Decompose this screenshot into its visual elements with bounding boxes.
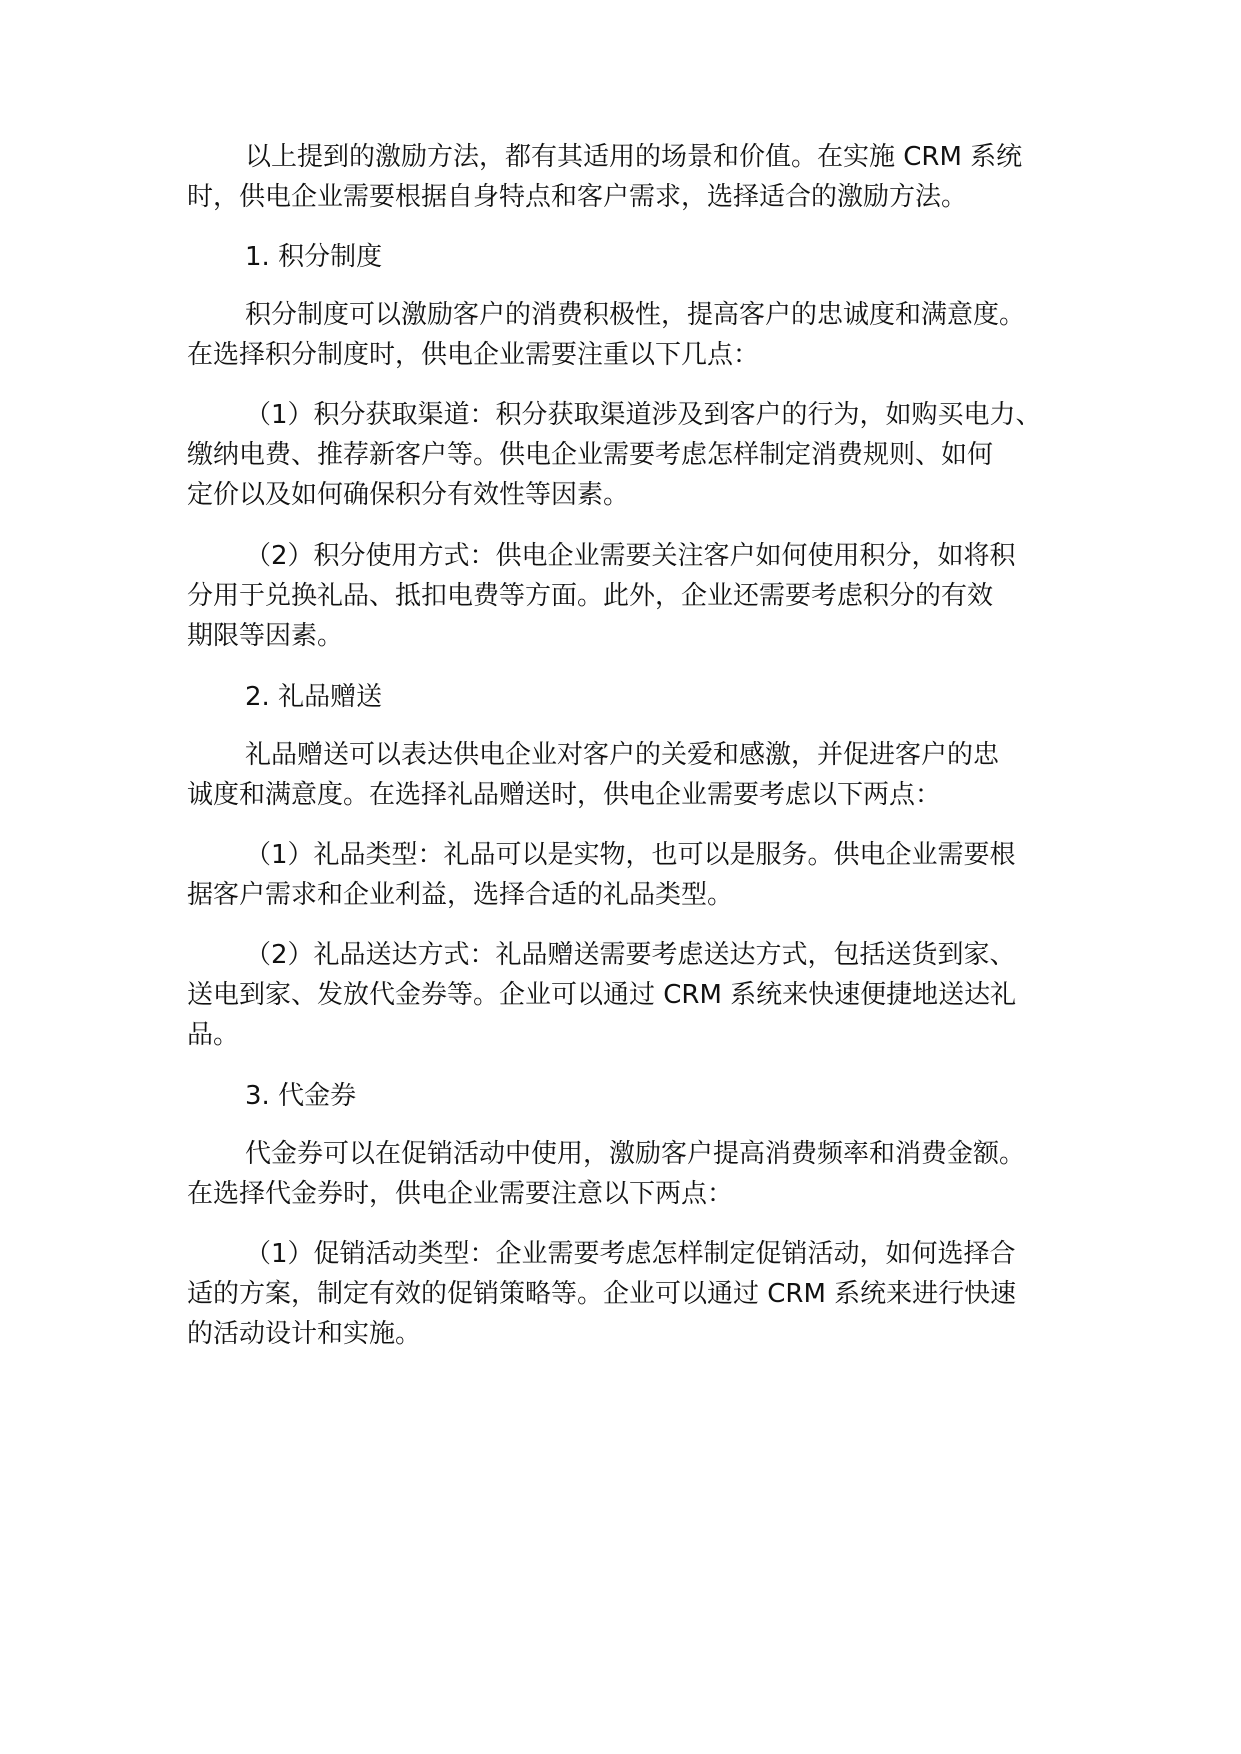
intro-paragraph [187, 137, 1067, 217]
text-line: 分用于兑换礼品、抵扣电费等方面。此外，企业还需要考虑积分的有效 [187, 581, 994, 611]
section-heading-points [187, 237, 1067, 277]
text-line: 定价以及如何确保积分有效性等因素。 [187, 480, 630, 510]
text-line: 缴纳电费、推荐新客户等。供电企业需要考虑怎样制定消费规则、如何 [187, 440, 994, 470]
section-heading-gifts [187, 677, 1067, 717]
text-line: 礼品赠送可以表达供电企业对客户的关爱和感激，并促进客户的忠 [245, 740, 1000, 770]
text-line: 品。 [187, 1020, 240, 1050]
vouchers-item-1 [187, 1234, 1067, 1354]
text-line: 积分制度可以激励客户的消费积极性，提高客户的忠诚度和满意度。 [245, 300, 1026, 330]
text-line: （1）积分获取渠道：积分获取渠道涉及到客户的行为，如购买电力、 [245, 400, 1042, 430]
text-line: 送电到家、发放代金券等。企业可以通过 CRM 系统来快速便捷地送达礼 [187, 980, 1017, 1010]
text-line: 诚度和满意度。在选择礼品赠送时，供电企业需要考虑以下两点： [187, 780, 942, 810]
text-line: （1）礼品类型：礼品可以是实物，也可以是服务。供电企业需要根 [245, 840, 1016, 870]
text-line: 1. 积分制度 [245, 242, 383, 272]
text-line: （2）礼品送达方式：礼品赠送需要考虑送达方式，包括送货到家、 [245, 940, 1016, 970]
points-item-2 [187, 536, 1067, 656]
gifts-item-1 [187, 835, 1067, 915]
text-line: 时，供电企业需要根据自身特点和客户需求，选择适合的激励方法。 [187, 182, 968, 212]
text-line: 据客户需求和企业利益，选择合适的礼品类型。 [187, 880, 734, 910]
text-line: 在选择积分制度时，供电企业需要注重以下几点： [187, 340, 760, 370]
text-line: （1）促销活动类型：企业需要考虑怎样制定促销活动，如何选择合 [245, 1239, 1016, 1269]
text-line: 的活动设计和实施。 [187, 1319, 422, 1349]
section-heading-vouchers [187, 1076, 1067, 1116]
text-line: 期限等因素。 [187, 621, 344, 651]
points-item-1 [187, 395, 1067, 515]
gifts-item-2 [187, 935, 1067, 1055]
text-line: 3. 代金券 [245, 1081, 357, 1111]
text-line: 2. 礼品赠送 [245, 682, 383, 712]
text-line: 以上提到的激励方法，都有其适用的场景和价值。在实施 CRM 系统 [245, 142, 1023, 172]
text-line: 适的方案，制定有效的促销策略等。企业可以通过 CRM 系统来进行快速 [187, 1279, 1017, 1309]
gifts-intro-paragraph [187, 735, 1067, 815]
points-intro-paragraph [187, 295, 1067, 375]
vouchers-intro-paragraph [187, 1134, 1067, 1214]
text-line: 代金券可以在促销活动中使用，激励客户提高消费频率和消费金额。 [245, 1139, 1026, 1169]
text-line: （2）积分使用方式：供电企业需要关注客户如何使用积分，如将积 [245, 541, 1016, 571]
text-line: 在选择代金券时，供电企业需要注意以下两点： [187, 1179, 734, 1209]
